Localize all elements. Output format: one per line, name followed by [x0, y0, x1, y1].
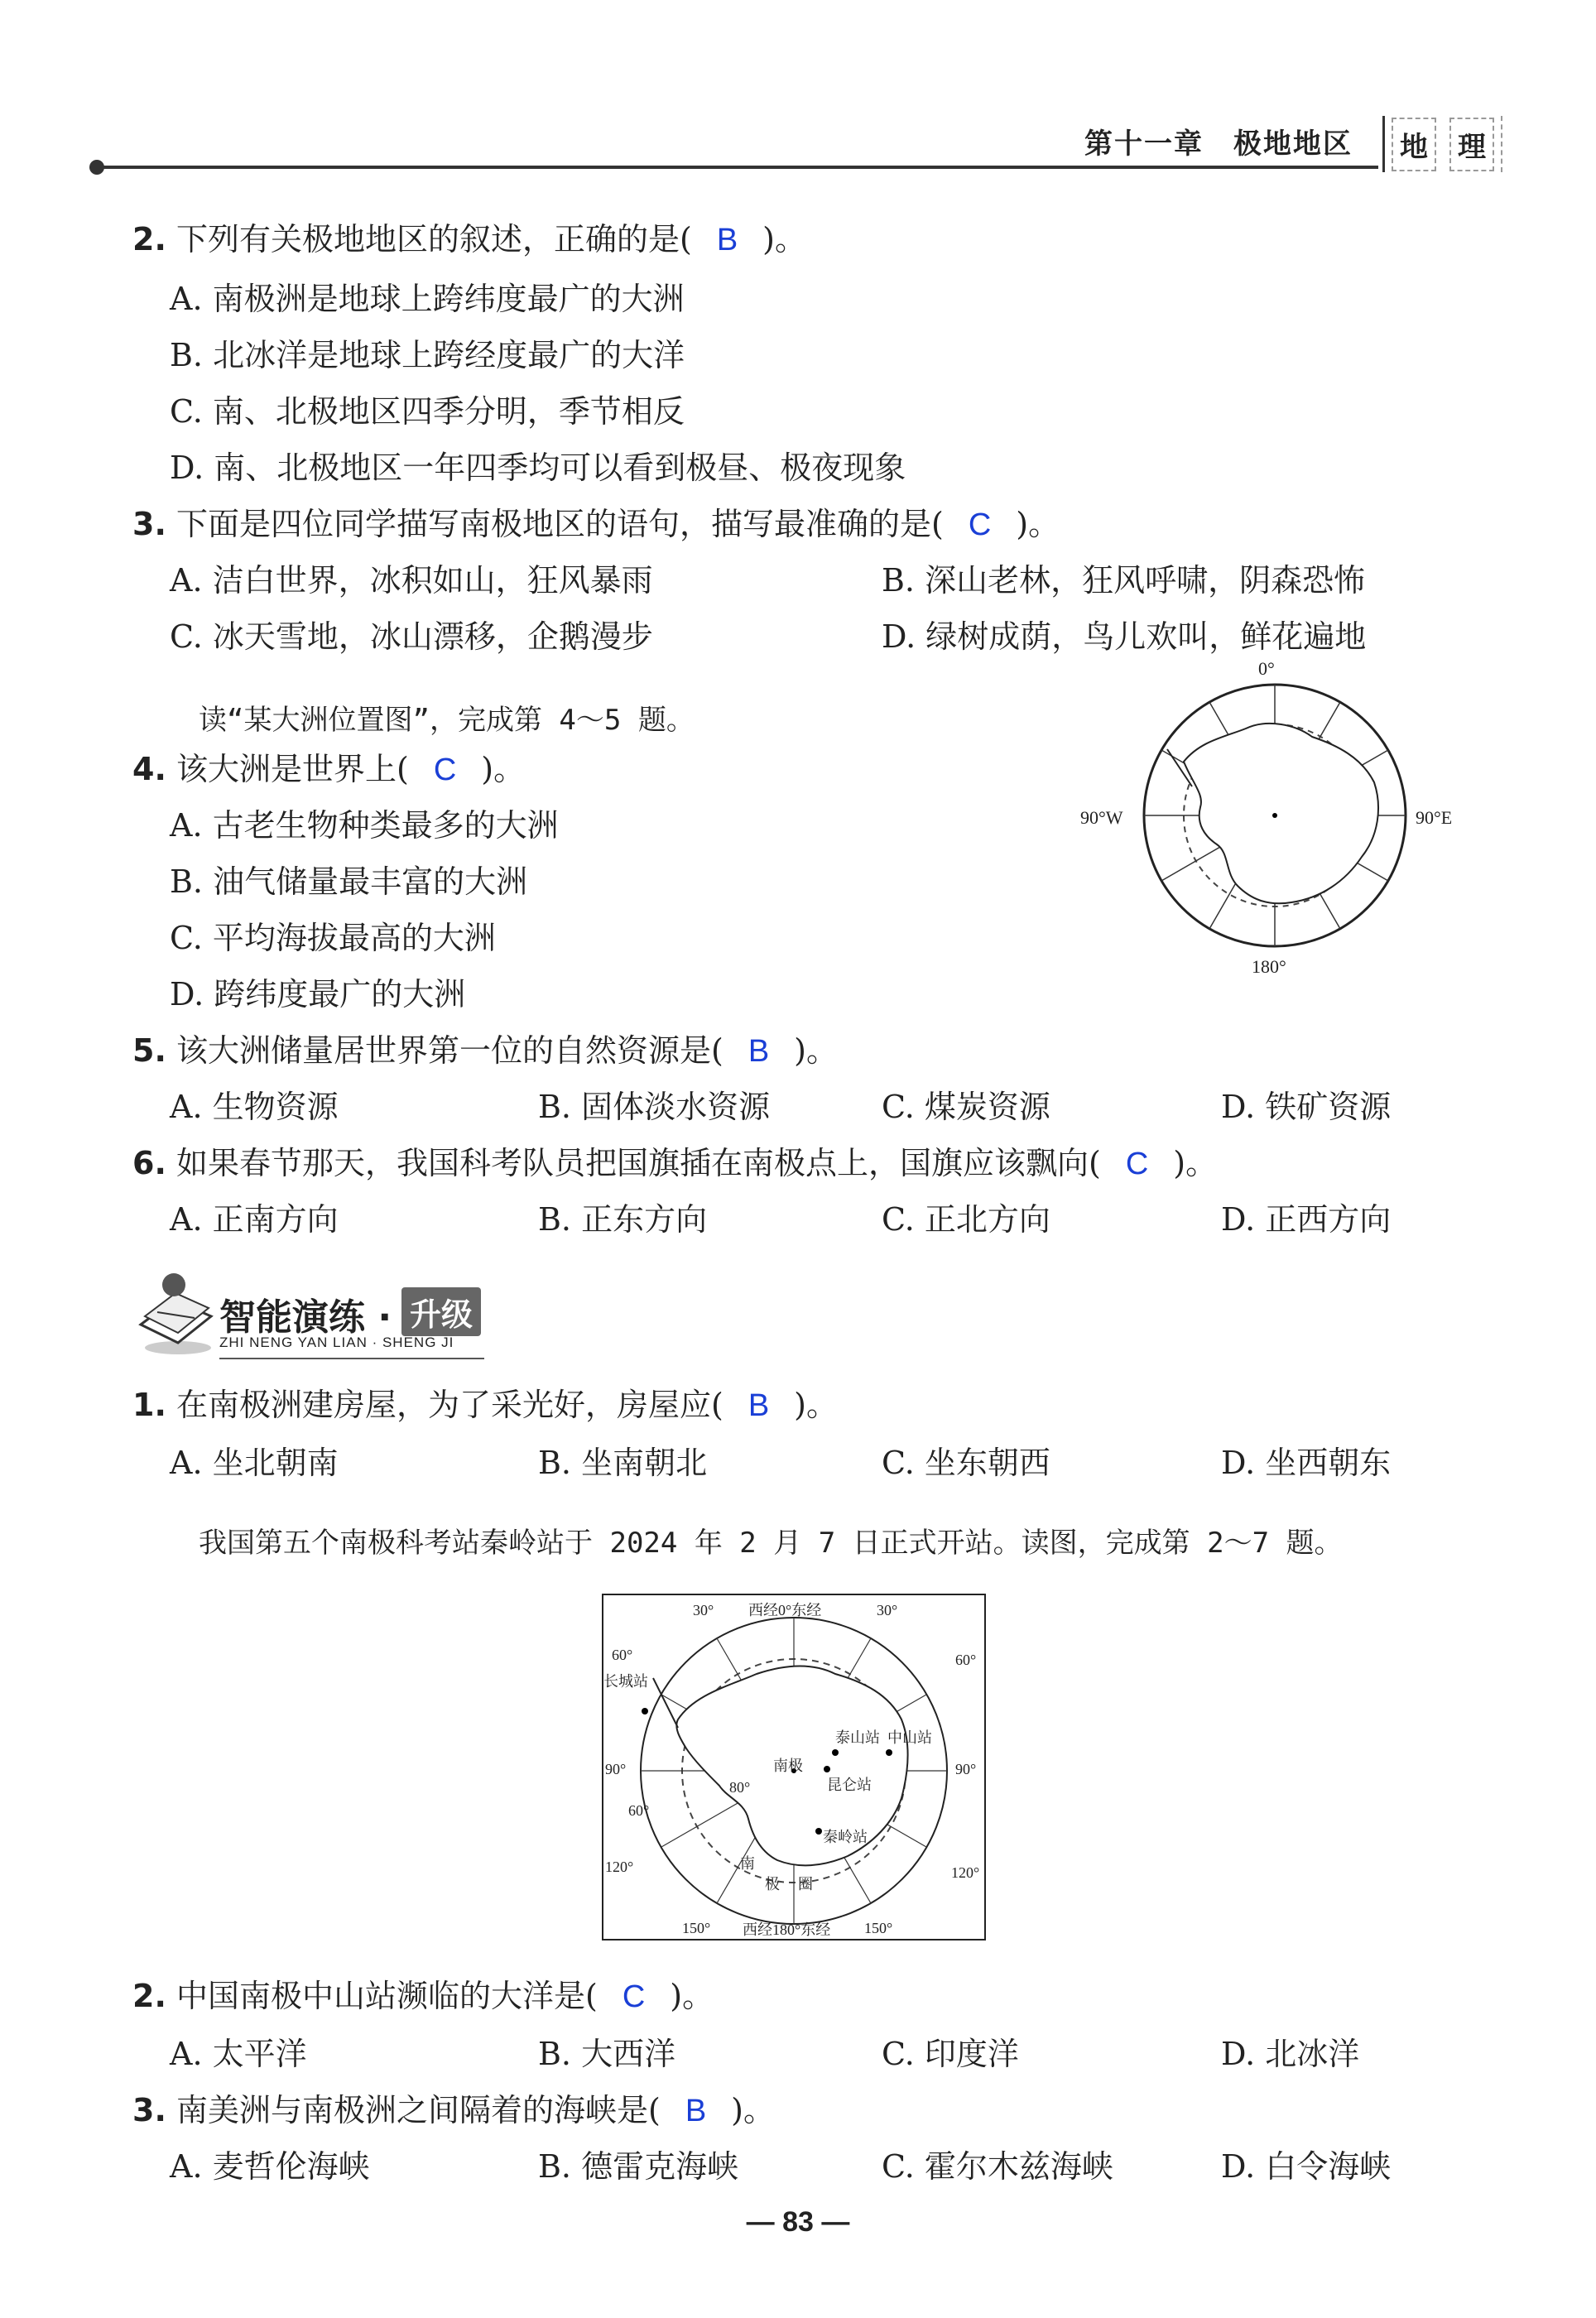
- antarctica-map-2: [602, 1594, 986, 1940]
- south-pole-label: 南极: [773, 1758, 803, 1774]
- section-subtitle: ZHI NENG YAN LIAN · SHENG JI: [219, 1335, 454, 1350]
- station-zhongshan: 中山站: [887, 1729, 932, 1746]
- answer: C: [622, 1979, 646, 2014]
- antarctic-circle-label: 极: [765, 1876, 780, 1892]
- option: C. 冰天雪地，冰山漂移，企鹅漫步: [170, 618, 653, 655]
- question-6-stem: 6. 如果春节那天，我国科考队员把国旗插在南极点上，国旗应该飘向( C )。: [132, 1145, 1218, 1181]
- part2-question-3-stem: 3. 南美洲与南极洲之间隔着的海峡是( B )。: [132, 2092, 775, 2128]
- option: B. 坐南朝北: [538, 1445, 708, 1481]
- option: D. 白令海峡: [1221, 2148, 1392, 2185]
- option: B. 北冰洋是地球上跨经度最广的大洋: [170, 337, 685, 373]
- map2-top-label: 西经0°东经: [748, 1602, 822, 1618]
- answer: B: [716, 223, 738, 257]
- reading-intro: 读“某大洲位置图”，完成第 4～5 题。: [199, 704, 695, 737]
- antarctic-circle-label: 南: [740, 1855, 755, 1872]
- antarctica-map-1: [1134, 679, 1416, 952]
- option: D. 坐西朝东: [1221, 1445, 1392, 1481]
- option: D. 正西方向: [1221, 1201, 1392, 1238]
- answer: C: [968, 507, 992, 542]
- option: D. 南、北极地区一年四季均可以看到极昼、极夜现象: [170, 450, 906, 486]
- map2-lon-label: 30°: [693, 1602, 714, 1618]
- part2-question-2-stem: 2. 中国南极中山站濒临的大洋是( C )。: [132, 1978, 714, 2014]
- section-underline: [219, 1358, 484, 1359]
- option: B. 固体淡水资源: [538, 1089, 771, 1125]
- map2-lat-label: 60°: [628, 1802, 650, 1819]
- option: B. 正东方向: [538, 1201, 708, 1238]
- station-kunlun: 昆仑站: [827, 1777, 872, 1793]
- map2-lon-label: 60°: [612, 1647, 633, 1663]
- option: C. 平均海拔最高的大洲: [170, 920, 496, 956]
- option: A. 生物资源: [170, 1089, 339, 1125]
- question-3-stem: 3. 下面是四位同学描写南极地区的语句，描写最准确的是( C )。: [132, 506, 1060, 542]
- answer: C: [1125, 1147, 1149, 1181]
- option: A. 坐北朝南: [170, 1445, 339, 1481]
- question-4-stem: 4. 该大洲是世界上( C )。: [132, 751, 526, 787]
- map2-lat-label: 80°: [729, 1779, 751, 1796]
- option: A. 洁白世界，冰积如山，狂风暴雨: [170, 562, 653, 599]
- option: C. 南、北极地区四季分明，季节相反: [170, 393, 685, 430]
- map2-lon-label: 30°: [877, 1602, 898, 1618]
- option: B. 德雷克海峡: [538, 2148, 739, 2185]
- option: B. 深山老林，狂风呼啸，阴森恐怖: [882, 562, 1366, 599]
- subject-char-1: 地: [1392, 118, 1436, 171]
- option: D. 跨纬度最广的大洲: [170, 976, 466, 1012]
- option: A. 太平洋: [170, 2036, 307, 2072]
- station-changcheng: 长城站: [603, 1673, 648, 1690]
- answer: C: [433, 753, 457, 787]
- subject-label: [1382, 116, 1502, 172]
- option: C. 坐东朝西: [882, 1445, 1050, 1481]
- map2-lon-label: 150°: [864, 1920, 893, 1936]
- station-taishan: 泰山站: [835, 1729, 880, 1746]
- map2-lon-label: 60°: [955, 1652, 977, 1668]
- antarctic-circle-label: 圈: [798, 1876, 813, 1892]
- map1-label-bottom: 180°: [1252, 956, 1286, 977]
- chapter-title: 第十一章 极地地区: [1084, 127, 1353, 161]
- option: A. 古老生物种类最多的大洲: [170, 807, 559, 844]
- answer: B: [748, 1388, 770, 1423]
- question-2-stem: 2. 下列有关极地地区的叙述，正确的是( B )。: [132, 221, 806, 257]
- reading-intro-2: 我国第五个南极科考站秦岭站于 2024 年 2 月 7 日正式开站。读图，完成第 2～7 题。: [199, 1527, 1343, 1560]
- map2-lon-label: 120°: [951, 1864, 980, 1881]
- option: C. 印度洋: [882, 2036, 1019, 2072]
- page-number: — 83 —: [746, 2206, 850, 2238]
- option: B. 油气储量最丰富的大洲: [170, 863, 528, 900]
- map1-label-left: 90°W: [1080, 807, 1123, 828]
- map1-label-top: 0°: [1258, 658, 1275, 679]
- map2-lon-label: 90°: [605, 1761, 627, 1777]
- station-qinling: 秦岭站: [823, 1829, 868, 1845]
- option: C. 煤炭资源: [882, 1089, 1050, 1125]
- map2-lon-label: 120°: [605, 1859, 634, 1875]
- map2-bottom-label: 西经180°东经: [743, 1921, 831, 1938]
- option: B. 大西洋: [538, 2036, 676, 2072]
- question-5-stem: 5. 该大洲储量居世界第一位的自然资源是( B )。: [132, 1032, 838, 1069]
- option: D. 北冰洋: [1221, 2036, 1360, 2072]
- option: C. 正北方向: [882, 1201, 1050, 1238]
- section-badge: 升级: [401, 1287, 481, 1336]
- option: A. 正南方向: [170, 1201, 339, 1238]
- part2-question-1-stem: 1. 在南极洲建房屋，为了采光好，房屋应( B )。: [132, 1387, 838, 1423]
- subject-char-2: 理: [1449, 118, 1494, 171]
- map2-lon-label: 150°: [682, 1920, 711, 1936]
- reading-book-icon: [132, 1267, 224, 1358]
- option: A. 南极洲是地球上跨纬度最广的大洲: [170, 281, 685, 317]
- header-rule: [95, 166, 1378, 169]
- answer: B: [685, 2094, 707, 2128]
- answer: B: [748, 1034, 770, 1069]
- option: C. 霍尔木兹海峡: [882, 2148, 1113, 2185]
- option: D. 绿树成荫，鸟儿欢叫，鲜花遍地: [882, 618, 1367, 655]
- map1-label-right: 90°E: [1416, 807, 1453, 828]
- section-title: 智能演练 ·: [219, 1296, 392, 1339]
- map2-lon-label: 90°: [955, 1761, 977, 1777]
- option: D. 铁矿资源: [1221, 1089, 1392, 1125]
- option: A. 麦哲伦海峡: [170, 2148, 370, 2185]
